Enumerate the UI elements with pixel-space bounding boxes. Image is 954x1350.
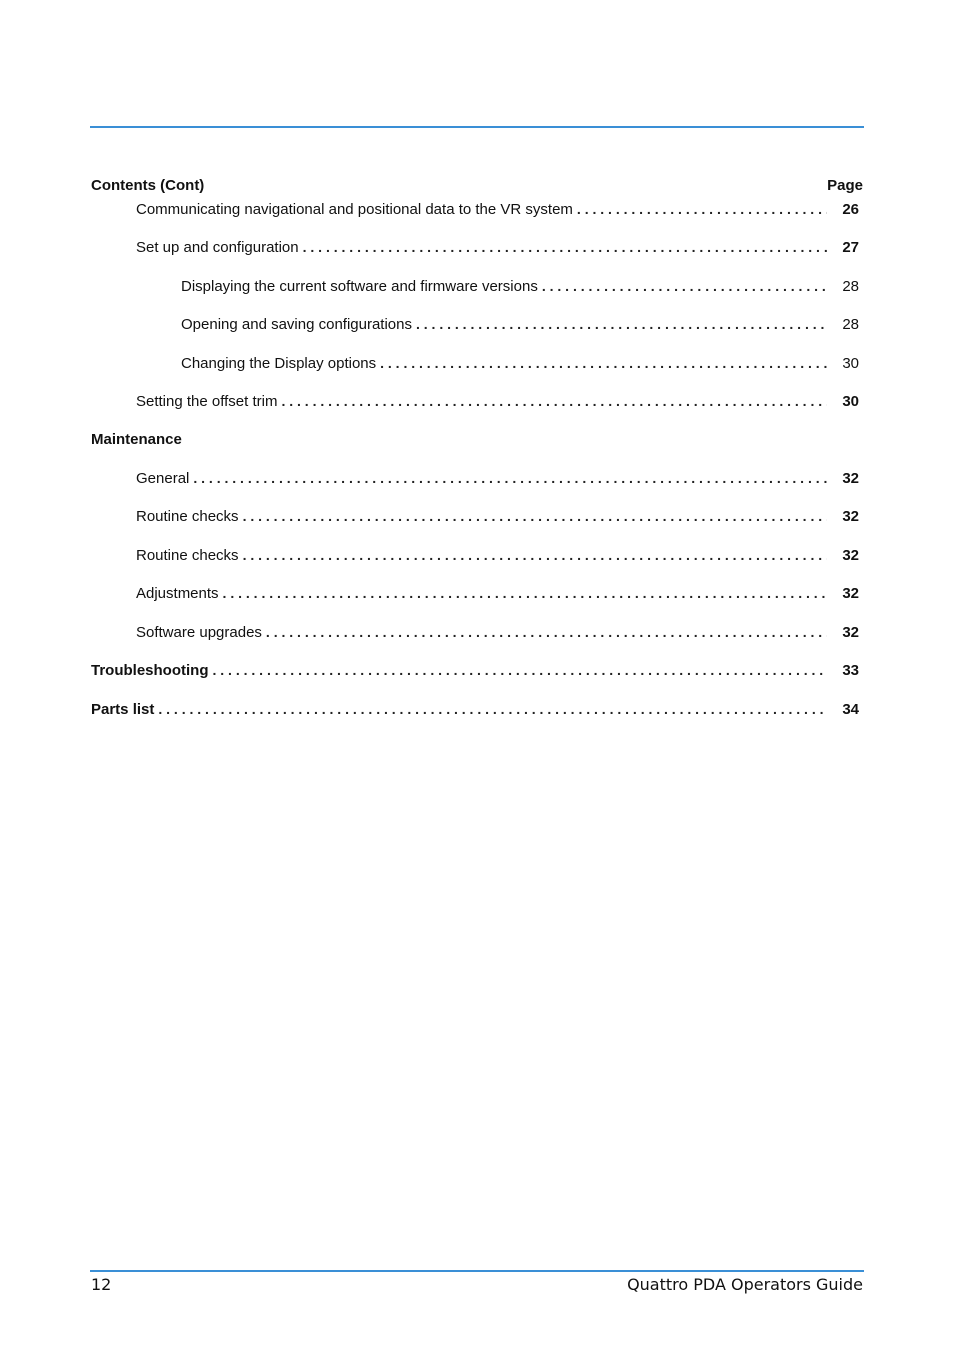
dot-leader [380,353,827,373]
toc-entry-page: 30 [842,355,859,372]
toc-entry[interactable] [136,583,859,603]
toc-entry[interactable] [136,622,859,642]
toc-page-label: Page [827,177,863,194]
toc-entry-page: 33 [842,662,859,679]
footer-page-number: 12 [91,1275,112,1294]
toc-entry[interactable] [136,468,859,488]
dot-leader [213,660,828,680]
dot-leader [577,199,827,219]
toc-entry[interactable] [136,506,859,526]
toc-entry[interactable] [136,237,859,257]
toc-entry-title: Communicating navigational and positional data to the VR system [136,201,573,218]
toc-entry-page: 26 [842,201,859,218]
toc-entry-title: Software upgrades [136,624,262,641]
toc-entry[interactable] [136,391,859,411]
toc-header [91,177,863,197]
toc-entry[interactable] [136,545,859,565]
dot-leader [243,506,827,526]
toc-entry[interactable] [181,276,859,296]
footer-rule [90,1270,864,1272]
dot-leader [223,583,827,603]
toc-entry-page: 32 [842,624,859,641]
toc-entry-title: Parts list [91,701,155,718]
toc-entry-page: 27 [842,239,859,256]
toc-entry-page: 28 [842,278,859,295]
toc-entry-title: General [136,470,190,487]
toc-entry-title: Setting the offset trim [136,393,278,410]
toc-entry[interactable] [181,314,859,334]
toc-entry-title: Routine checks [136,547,239,564]
toc-entry-page: 32 [842,470,859,487]
dot-leader [542,276,827,296]
toc-entry-title: Troubleshooting [91,662,209,679]
toc-entry-title: Set up and configuration [136,239,299,256]
dot-leader [416,314,827,334]
dot-leader [193,468,827,488]
dot-leader [281,391,827,411]
footer-doc-title: Quattro PDA Operators Guide [627,1275,863,1294]
toc-entry-title: Adjustments [136,585,219,602]
toc-entry-page: 34 [842,701,859,718]
toc-section-parts-list[interactable] [91,699,859,719]
toc-entry-page: 30 [842,393,859,410]
toc-entry-title: Opening and saving configurations [181,316,412,333]
toc-entry-page: 32 [842,508,859,525]
toc-section-troubleshooting[interactable] [91,660,859,680]
dot-leader [266,622,827,642]
section-heading-maintenance[interactable]: Maintenance [91,431,182,448]
dot-leader [303,237,827,257]
dot-leader [158,699,827,719]
toc-entry-title: Displaying the current software and firmware versions [181,278,538,295]
dot-leader [243,545,827,565]
toc-entry[interactable] [181,353,859,373]
toc-entry-page: 32 [842,547,859,564]
toc-entry-page: 28 [842,316,859,333]
toc-entry[interactable] [136,199,859,219]
toc-entry-page: 32 [842,585,859,602]
toc-entry-title: Changing the Display options [181,355,377,372]
toc-entry-title: Routine checks [136,508,239,525]
toc-title: Contents (Cont) [91,177,205,194]
header-rule [90,126,864,128]
